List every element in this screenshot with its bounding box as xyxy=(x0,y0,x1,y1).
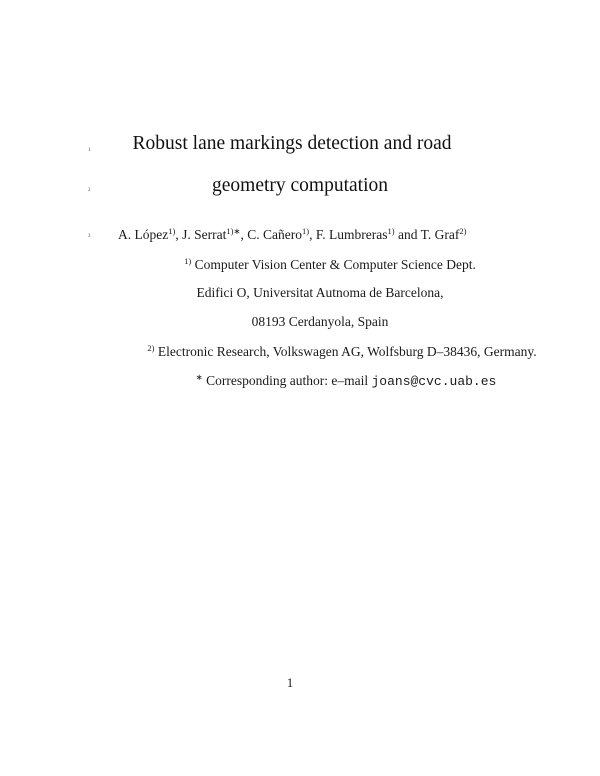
author-superscript: 1) xyxy=(302,226,310,236)
page-number: 1 xyxy=(286,675,294,690)
title-line-1: Robust lane markings detection and road xyxy=(132,133,452,154)
affiliation-superscript: 2) xyxy=(147,343,155,353)
author-name: A. López xyxy=(118,227,169,242)
author-superscript: 1) xyxy=(168,226,176,236)
author-name: J. Serrat xyxy=(182,227,227,242)
affiliation-1-line-3: 08193 Cerdanyola, Spain xyxy=(251,314,389,329)
line-number-2: 2 xyxy=(88,188,91,193)
author-separator: , xyxy=(240,227,248,242)
author-name: T. Graf xyxy=(420,227,460,242)
corresponding-superscript: ∗ xyxy=(195,372,203,382)
corresponding-email: joans@cvc.uab.es xyxy=(371,374,497,389)
author-superscript: 1) xyxy=(387,226,395,236)
corresponding-author xyxy=(46,372,600,389)
author-separator: , xyxy=(175,227,183,242)
affiliation-2 xyxy=(42,343,600,360)
author-superscript: 1)∗ xyxy=(226,226,241,236)
author-name: F. Lumbreras xyxy=(315,227,388,242)
affiliation-superscript: 1) xyxy=(184,256,192,266)
author-name: C. Cañero xyxy=(247,227,303,242)
title-line-2: geometry computation xyxy=(212,175,388,196)
author-superscript: 2) xyxy=(459,226,467,236)
affiliation-1-line-2: Edifici O, Universitat Autnoma de Barcelona, xyxy=(196,285,444,300)
line-number-1: 1 xyxy=(88,148,91,153)
line-number-3: 3 xyxy=(88,234,91,239)
affiliation-text: Computer Vision Center & Computer Science Dept. xyxy=(191,257,476,272)
affiliation-text: Electronic Research, Volkswagen AG, Wolfsburg D–38436, Germany. xyxy=(154,344,537,359)
author-separator: , xyxy=(309,227,316,242)
author-list xyxy=(118,226,538,243)
corresponding-label: Corresponding author: e–mail xyxy=(202,373,372,388)
author-conjunction: and xyxy=(394,227,421,242)
affiliation-1-line-1 xyxy=(30,256,600,273)
